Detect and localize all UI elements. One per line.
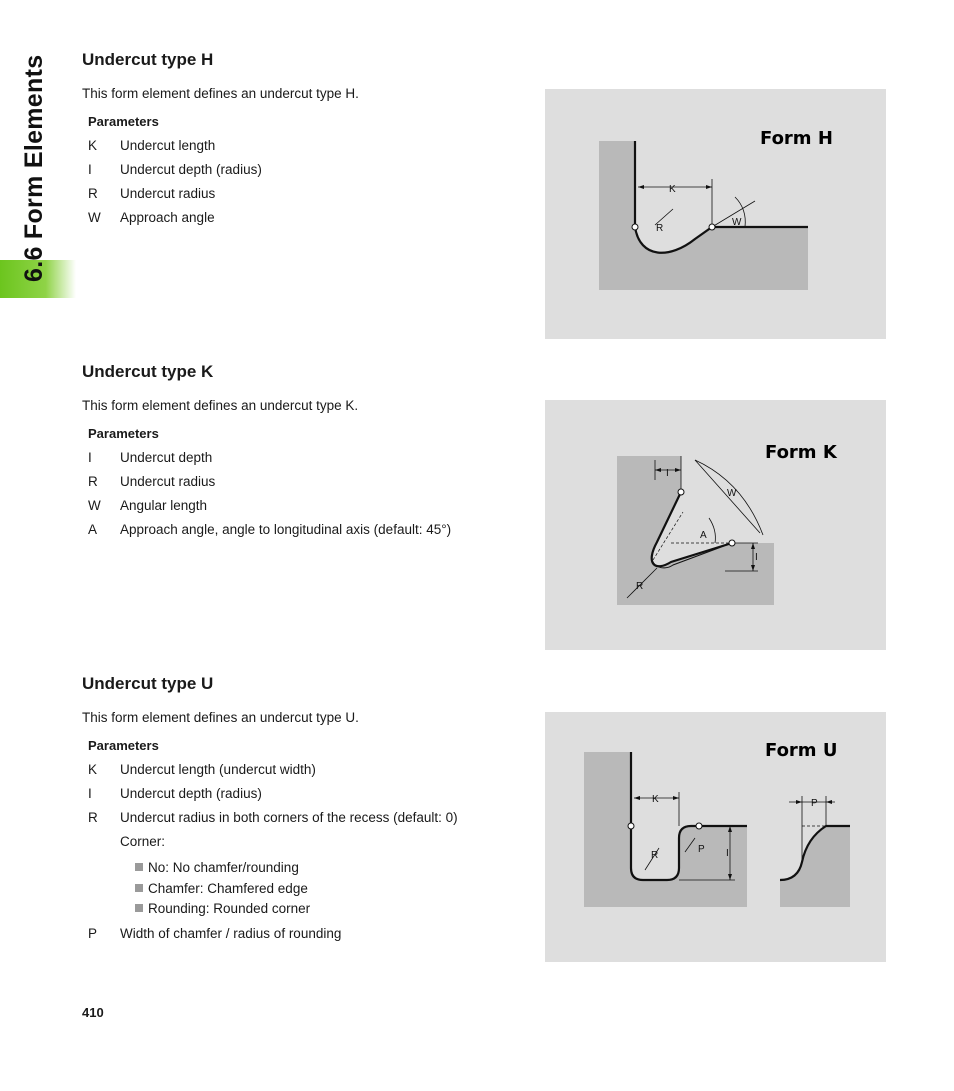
dim-label-i: I xyxy=(726,848,729,859)
dim-label-p-detail: P xyxy=(811,798,818,809)
bullet-text: No: No chamfer/rounding xyxy=(148,860,299,875)
figure-form-k xyxy=(545,400,886,650)
param-desc: Angular length xyxy=(120,498,208,513)
param-desc: Undercut radius xyxy=(120,186,216,201)
bullet-square-icon xyxy=(135,904,143,912)
param-key: W xyxy=(88,498,101,513)
param-desc: Approach angle, angle to longitudinal axis (default: 45°) xyxy=(120,522,452,537)
param-key: K xyxy=(88,762,98,777)
dim-label-p-main: P xyxy=(698,844,705,855)
params-title: Parameters xyxy=(88,426,159,441)
list-item xyxy=(135,860,299,875)
page-number: 410 xyxy=(82,1005,104,1020)
section-intro: This form element defines an undercut type U. xyxy=(82,710,359,725)
param-desc: Undercut depth (radius) xyxy=(120,162,262,177)
param-row xyxy=(88,786,262,801)
param-row xyxy=(88,522,451,537)
section-undercut-h xyxy=(82,50,522,225)
param-row xyxy=(88,762,316,777)
param-desc: Width of chamfer / radius of rounding xyxy=(120,926,342,941)
dim-label-k: K xyxy=(669,184,676,195)
section-intro: This form element defines an undercut type H. xyxy=(82,86,359,101)
param-key: I xyxy=(88,162,92,177)
section-intro: This form element defines an undercut type K. xyxy=(82,398,359,413)
dim-label-r: R xyxy=(651,850,659,861)
figure-title: Form U xyxy=(765,740,838,761)
param-row xyxy=(88,498,207,513)
list-item xyxy=(135,901,310,916)
form-u-drawing xyxy=(545,712,886,962)
param-desc: Undercut radius in both corners of the recess (default: 0) xyxy=(120,810,458,825)
param-key: A xyxy=(88,522,98,537)
section-undercut-k xyxy=(82,362,522,537)
param-desc: Undercut radius xyxy=(120,474,216,489)
bullet-text: Chamfer: Chamfered edge xyxy=(148,881,308,896)
param-key: K xyxy=(88,138,98,153)
section-heading: Undercut type H xyxy=(82,50,214,69)
param-row xyxy=(88,450,212,465)
form-h-drawing xyxy=(545,89,886,339)
params-title: Parameters xyxy=(88,114,159,129)
param-key: I xyxy=(88,450,92,465)
dim-label-r: R xyxy=(656,223,664,234)
param-row xyxy=(88,138,215,153)
form-k-drawing xyxy=(545,400,886,650)
param-row xyxy=(88,926,341,941)
chapter-title: 6.6 Form Elements xyxy=(20,54,48,282)
param-row xyxy=(88,810,458,825)
param-key: R xyxy=(88,186,98,201)
dim-label-i-top: I xyxy=(666,468,669,479)
param-desc: Undercut length xyxy=(120,138,216,153)
bullet-text: Rounding: Rounded corner xyxy=(148,901,311,916)
dim-label-i-right: I xyxy=(755,552,758,563)
dim-label-w: W xyxy=(727,488,737,499)
list-item xyxy=(135,881,308,896)
dim-label-w: W xyxy=(732,217,742,228)
figure-form-h xyxy=(545,89,886,339)
param-row xyxy=(88,186,215,201)
param-key: W xyxy=(88,210,101,225)
figure-title: Form H xyxy=(760,128,833,149)
param-desc: Corner: xyxy=(120,834,166,849)
bullet-square-icon xyxy=(135,863,143,871)
param-key: R xyxy=(88,474,98,489)
param-desc: Undercut depth xyxy=(120,450,213,465)
params-title: Parameters xyxy=(88,738,159,753)
section-undercut-u xyxy=(82,674,522,941)
param-row xyxy=(88,834,165,849)
param-row xyxy=(88,474,215,489)
dim-label-a: A xyxy=(700,530,707,541)
section-heading: Undercut type U xyxy=(82,674,214,693)
param-key: R xyxy=(88,810,98,825)
param-row xyxy=(88,210,215,225)
param-row xyxy=(88,162,262,177)
dim-label-r: R xyxy=(636,581,644,592)
param-desc: Undercut length (undercut width) xyxy=(120,762,316,777)
figure-title: Form K xyxy=(765,442,837,463)
param-desc: Approach angle xyxy=(120,210,215,225)
figure-form-u xyxy=(545,712,886,962)
section-heading: Undercut type K xyxy=(82,362,214,381)
bullet-square-icon xyxy=(135,884,143,892)
param-key: P xyxy=(88,926,98,941)
dim-label-k: K xyxy=(652,794,659,805)
param-desc: Undercut depth (radius) xyxy=(120,786,262,801)
param-key: I xyxy=(88,786,92,801)
